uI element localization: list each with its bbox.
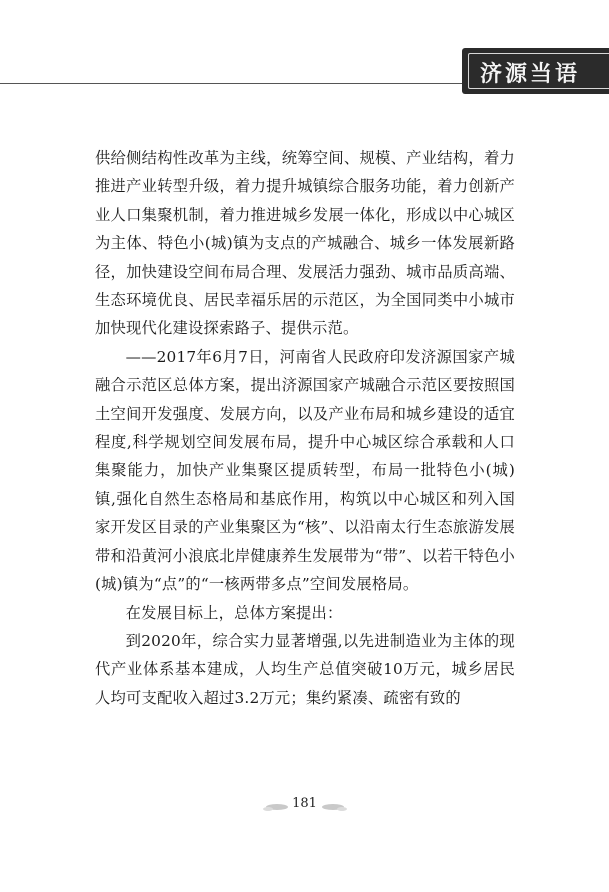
page-footer [0,796,609,826]
running-header-tab [462,48,609,94]
body-text [95,144,515,712]
cloud-ornament-right-icon [322,802,348,812]
header-rule [0,83,470,84]
page-number: 181 [292,796,317,811]
paragraph: 在发展目标上，总体方案提出： [125,603,343,622]
paragraph: 到2020年，综合实力显著增强,以先进制造业为主体的现代产业体系基本建成，人均生产总值突破10万元，城乡居民人均可支配收入超过3.2万元；集约紧凑、疏密有致的 [95,631,515,707]
paragraph: 供给侧结构性改革为主线，统筹空间、规模、产业结构，着力推进产业转型升级，着力提升城镇综合服务功能，着力创新产业人口集聚机制，着力推进城乡发展一体化，形成以中心城区为主体、特色小(城)镇为支点的产城融合、城乡一体发展新路径，加快建设空间布局合理、发展活力强劲、城市品质高端、生态环境优良、居民幸福乐居的示范区，为全国同类中小城市加快现代化建设探索路子、提供示范。 [95,149,515,338]
running-header-title: 济源当语 [480,62,581,87]
paragraph: ——2017年6月7日，河南省人民政府印发济源国家产城融合示范区总体方案，提出济源国家产城融合示范区要按照国土空间开发强度、发展方向，以及产业布局和城乡建设的适宜程度,科学规划空间发展布局，提升中心城区综合承载和人口集聚能力，加快产业集聚区提质转型，布局一批特色小(城)镇,强化自然生态格局和基底作用，构筑以中心城区和列入国家开发区目录的产业集聚区为“核”、以沿南太行生态旅游发展带和沿黄河小浪底北岸健康养生发展带为“带”、以若干特色小(城)镇为“点”的“一核两带多点”空间发展格局。 [95,347,515,594]
